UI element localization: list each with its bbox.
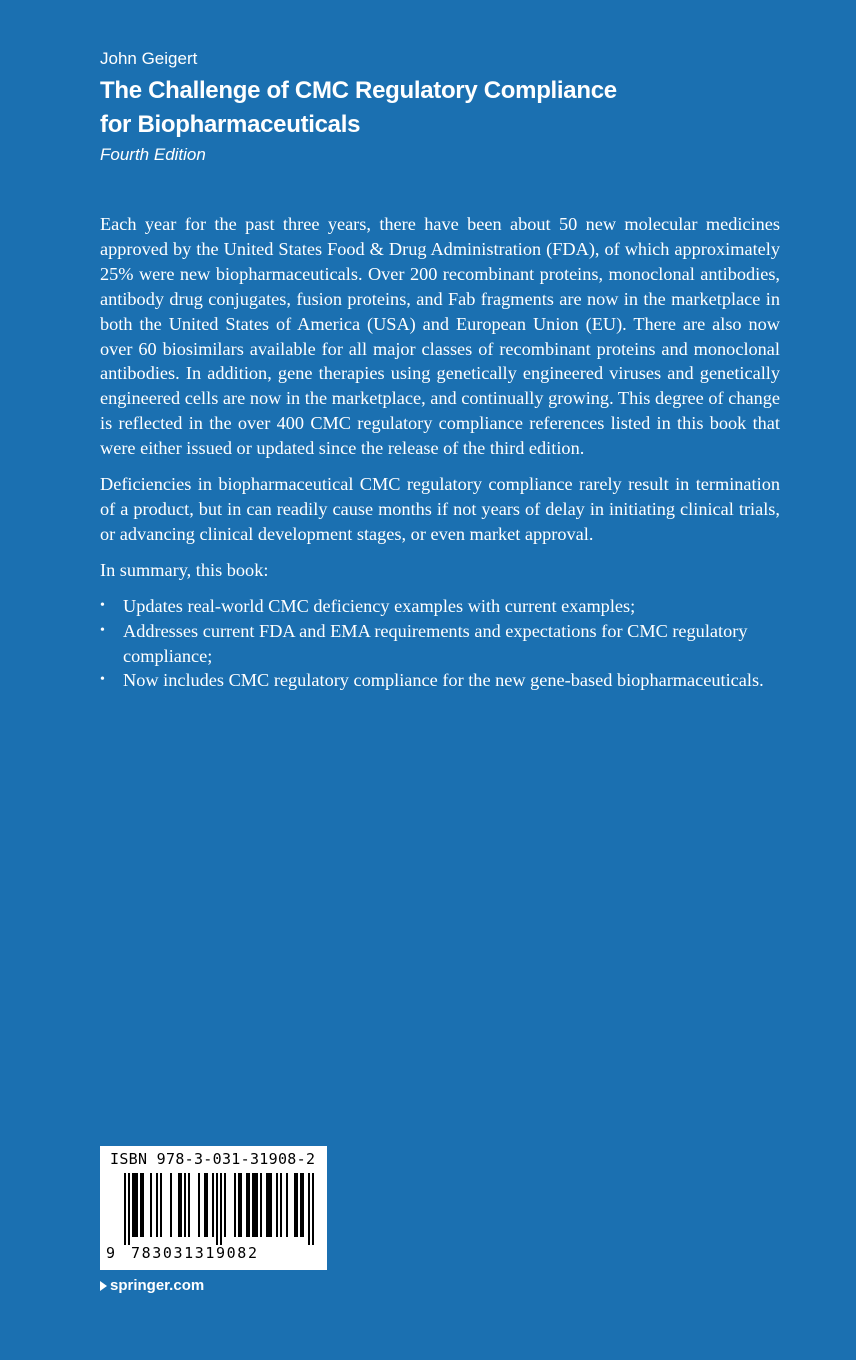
barcode-guard-bar [216, 1173, 218, 1245]
author-name: John Geigert [100, 49, 198, 68]
barcode-guard-bar [308, 1173, 310, 1245]
barcode-bar [252, 1173, 254, 1237]
barcode-bar [260, 1173, 262, 1237]
summary-list-item [100, 594, 780, 619]
barcode-bar [234, 1173, 236, 1237]
bullet-icon: • [100, 672, 105, 688]
triangle-right-icon [100, 1281, 107, 1291]
book-title-line-2: for Biopharmaceuticals [100, 111, 361, 138]
barcode-bar [248, 1173, 250, 1237]
bullet-icon: • [100, 597, 105, 613]
barcode-bar [254, 1173, 256, 1237]
barcode-bar [188, 1173, 190, 1237]
barcode-bar [238, 1173, 240, 1237]
bullet-icon: • [100, 622, 105, 638]
barcode-bar [296, 1173, 298, 1237]
barcode-bar [212, 1173, 214, 1237]
barcode-bar [198, 1173, 200, 1237]
barcode-bar [286, 1173, 288, 1237]
barcode-bar [266, 1173, 268, 1237]
summary-list-item-text: Addresses current FDA and EMA requirements and expectations for CMC regulatory compliance; [123, 620, 748, 666]
isbn-barcode-box [100, 1146, 327, 1270]
barcode-guard-bar [312, 1173, 314, 1245]
book-description [100, 212, 780, 693]
description-paragraph-1: Each year for the past three years, there have been about 50 new molecular medicines approved by the United States Food & Drug Administration (FDA), of which approximately 25% were new biopharmaceuticals. Over 200 recombinant proteins, monoclonal antibodies, antibody drug conjugates, fusion proteins, and Fab fragments are now in the marketplace in both the United States of America (USA) and European Union (EU). There are also now over 60 biosimilars available for all major classes of recombinant proteins and monoclonal antibodies. In addition, gene therapies using genetically engineered viruses and genetically engineered cells are now in the marketplace, and continually growing. This degree of change is reflected in the over 400 CMC regulatory compliance references listed in this book that were either issued or updated since the release of the third edition. [100, 214, 780, 459]
barcode-bar [140, 1173, 142, 1237]
barcode-bar [300, 1173, 302, 1237]
barcode-bar [302, 1173, 304, 1237]
barcode-bar [240, 1173, 242, 1237]
barcode-bar [142, 1173, 144, 1237]
barcode-bar [268, 1173, 270, 1237]
cover-header [100, 48, 800, 166]
barcode-bar [156, 1173, 158, 1237]
book-title [100, 74, 800, 142]
summary-list [100, 594, 780, 694]
summary-intro: In summary, this book: [100, 559, 269, 580]
ean-first-digit: 9 [106, 1244, 116, 1262]
barcode-bar [246, 1173, 248, 1237]
barcode-bar [136, 1173, 138, 1237]
barcode-guard-bar [220, 1173, 222, 1245]
publisher-link[interactable] [100, 1277, 204, 1294]
summary-list-item-text: Updates real-world CMC deficiency examples with current examples; [123, 595, 636, 616]
barcode-bar [178, 1173, 180, 1237]
ean-digits: 783031319082 [131, 1244, 259, 1262]
barcode-bar [170, 1173, 172, 1237]
summary-list-item [100, 619, 780, 669]
barcode-bar [160, 1173, 162, 1237]
barcode-bar [256, 1173, 258, 1237]
barcode-bar [132, 1173, 134, 1237]
edition-label: Fourth Edition [100, 145, 206, 164]
barcode-bar [180, 1173, 182, 1237]
barcode-guard-bar [124, 1173, 126, 1245]
publisher-website: springer.com [110, 1277, 205, 1294]
barcode-bar [270, 1173, 272, 1237]
barcode-bar [204, 1173, 206, 1237]
barcode-bar [224, 1173, 226, 1237]
barcode-icon [100, 1173, 327, 1245]
description-paragraph-2: Deficiencies in biopharmaceutical CMC regulatory compliance rarely result in termination of a product, but in can readily cause months if not years of delay in initiating clinical trials, or advancing clinical development stages, or even market approval. [100, 474, 780, 544]
book-title-line-1: The Challenge of CMC Regulatory Compliance [100, 77, 617, 104]
barcode-bar [150, 1173, 152, 1237]
barcode-bar [294, 1173, 296, 1237]
barcode-bar [276, 1173, 278, 1237]
barcode-bar [206, 1173, 208, 1237]
isbn-text: ISBN 978-3-031-31908-2 [110, 1150, 316, 1168]
summary-list-item-text: Now includes CMC regulatory compliance for the new gene-based biopharmaceuticals. [123, 670, 764, 691]
barcode-bar [280, 1173, 282, 1237]
barcode-guard-bar [128, 1173, 130, 1245]
summary-list-item [100, 668, 780, 693]
barcode-bar [134, 1173, 136, 1237]
barcode-bar [184, 1173, 186, 1237]
